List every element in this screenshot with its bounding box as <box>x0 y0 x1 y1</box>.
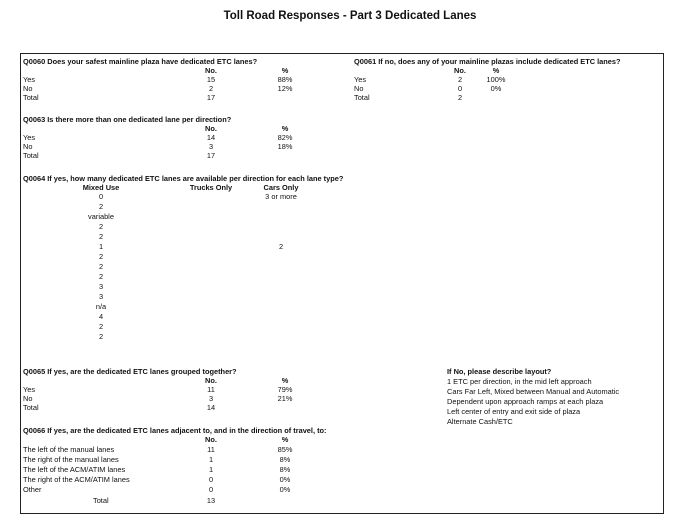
q0060-col-no: No. <box>205 66 217 75</box>
page-title: Toll Road Responses - Part 3 Dedicated Lanes <box>223 10 477 22</box>
q0065-row-label: Total <box>23 403 39 412</box>
q0060-row-label: Total <box>23 93 39 102</box>
q0061-row-label: Total <box>354 93 370 102</box>
q0064-mixed-value: 2 <box>98 252 104 261</box>
q0061-row-no: 2 <box>457 93 463 102</box>
q0066-row-label: The left of the ACM/ATIM lanes <box>23 465 126 474</box>
q0064-mixed-value: 4 <box>98 312 104 321</box>
q0064-question: Q0064 If yes, how many dedicated ETC lanes are available per direction for each lane type? <box>23 174 344 183</box>
q0061-col-pct: % <box>492 66 500 75</box>
q0060-row-pct: 12% <box>277 84 293 93</box>
layout-line: 1 ETC per direction, in the mid left approach <box>447 377 592 386</box>
q0063-col-no: No. <box>205 124 217 133</box>
q0065-row-no: 11 <box>207 385 215 394</box>
q0066-col-pct: % <box>281 435 289 444</box>
q0064-mixed-value: 2 <box>98 202 104 211</box>
q0065-question: Q0065 If yes, are the dedicated ETC lanes grouped together? <box>23 367 237 376</box>
q0064-mixed-value: n/a <box>95 302 107 311</box>
q0065-row-label: No <box>23 394 33 403</box>
q0066-row-label: The right of the ACM/ATIM lanes <box>23 475 130 484</box>
q0060-row-label: No <box>23 84 33 93</box>
q0064-mixed-value: 2 <box>98 322 104 331</box>
q0061-question: Q0061 If no, does any of your mainline plazas include dedicated ETC lanes? <box>354 57 621 66</box>
q0066-row-label: The left of the manual lanes <box>23 445 115 454</box>
q0066-row-label: The right of the manual lanes <box>23 455 119 464</box>
q0061-row-label: No <box>354 84 364 93</box>
q0065-row-pct: 79% <box>277 385 293 394</box>
q0066-total-label: Total <box>93 496 109 505</box>
q0064-mixed-value: 2 <box>98 332 104 341</box>
q0066-question: Q0066 If yes, are the dedicated ETC lanes adjacent to, and in the direction of travel, to: <box>23 426 327 435</box>
q0060-row-label: Yes <box>23 75 36 84</box>
q0060-row-pct: 88% <box>277 75 293 84</box>
q0061-row-pct: 100% <box>486 75 506 84</box>
q0063-row-pct: 18% <box>277 142 293 151</box>
q0065-col-no: No. <box>205 376 217 385</box>
q0060-row-no: 15 <box>206 75 216 84</box>
q0064-mixed-value: 1 <box>98 242 104 251</box>
q0066-row-no: 1 <box>208 455 214 464</box>
q0063-col-pct: % <box>281 124 289 133</box>
q0064-mixed-value: 2 <box>98 262 104 271</box>
q0061-col-no: No. <box>454 66 466 75</box>
q0066-col-no: No. <box>205 435 217 444</box>
q0065-row-no: 14 <box>206 403 216 412</box>
q0064-mixed-value: 2 <box>98 232 104 241</box>
layout-line: Dependent upon approach ramps at each plaza <box>447 397 604 406</box>
q0063-row-label: Yes <box>23 133 36 142</box>
q0066-row-pct: 8% <box>279 455 291 464</box>
q0066-row-pct: 0% <box>279 475 291 484</box>
q0065-row-pct: 21% <box>277 394 293 403</box>
q0061-row-no: 0 <box>457 84 463 93</box>
q0065-col-pct: % <box>281 376 289 385</box>
q0064-col-mixed: Mixed Use <box>82 183 120 192</box>
q0066-row-pct: 8% <box>279 465 291 474</box>
q0064-mixed-value: 2 <box>98 222 104 231</box>
survey-sheet <box>20 53 664 514</box>
q0064-mixed-value: 0 <box>98 192 104 201</box>
q0066-total-no: 13 <box>206 496 216 505</box>
layout-question: If No, please describe layout? <box>447 367 552 376</box>
q0061-row-label: Yes <box>354 75 367 84</box>
q0066-row-label: Other <box>23 485 42 494</box>
q0064-cars-value: 3 or more <box>265 192 297 201</box>
q0064-mixed-value: 3 <box>98 292 104 301</box>
q0065-row-label: Yes <box>23 385 36 394</box>
q0063-row-label: No <box>23 142 33 151</box>
q0063-question: Q0063 Is there more than one dedicated lane per direction? <box>23 115 232 124</box>
q0066-row-pct: 0% <box>279 485 291 494</box>
q0061-row-no: 2 <box>457 75 463 84</box>
q0063-row-pct: 82% <box>277 133 293 142</box>
q0060-row-no: 2 <box>208 84 214 93</box>
layout-line: Left center of entry and exit side of plaza <box>447 407 581 416</box>
q0064-mixed-value: 2 <box>98 272 104 281</box>
q0061-row-pct: 0% <box>490 84 502 93</box>
q0060-question: Q0060 Does your safest mainline plaza have dedicated ETC lanes? <box>23 57 258 66</box>
q0066-row-pct: 85% <box>277 445 293 454</box>
q0063-row-no: 14 <box>206 133 216 142</box>
q0066-row-no: 1 <box>208 465 214 474</box>
q0066-row-no: 0 <box>208 475 214 484</box>
q0064-col-cars: Cars Only <box>263 183 299 192</box>
q0064-col-trucks: Trucks Only <box>189 183 233 192</box>
q0060-row-no: 17 <box>206 93 216 102</box>
q0063-row-no: 17 <box>206 151 216 160</box>
q0064-cars-value: 2 <box>278 242 284 251</box>
q0060-col-pct: % <box>281 66 289 75</box>
q0063-row-label: Total <box>23 151 39 160</box>
layout-line: Alternate Cash/ETC <box>447 417 513 426</box>
q0065-row-no: 3 <box>208 394 214 403</box>
q0064-mixed-value: 3 <box>98 282 104 291</box>
q0064-mixed-value: variable <box>88 212 114 221</box>
q0066-row-no: 11 <box>207 445 215 454</box>
layout-line: Cars Far Left, Mixed between Manual and Automatic <box>447 387 620 396</box>
q0063-row-no: 3 <box>208 142 214 151</box>
q0066-row-no: 0 <box>208 485 214 494</box>
